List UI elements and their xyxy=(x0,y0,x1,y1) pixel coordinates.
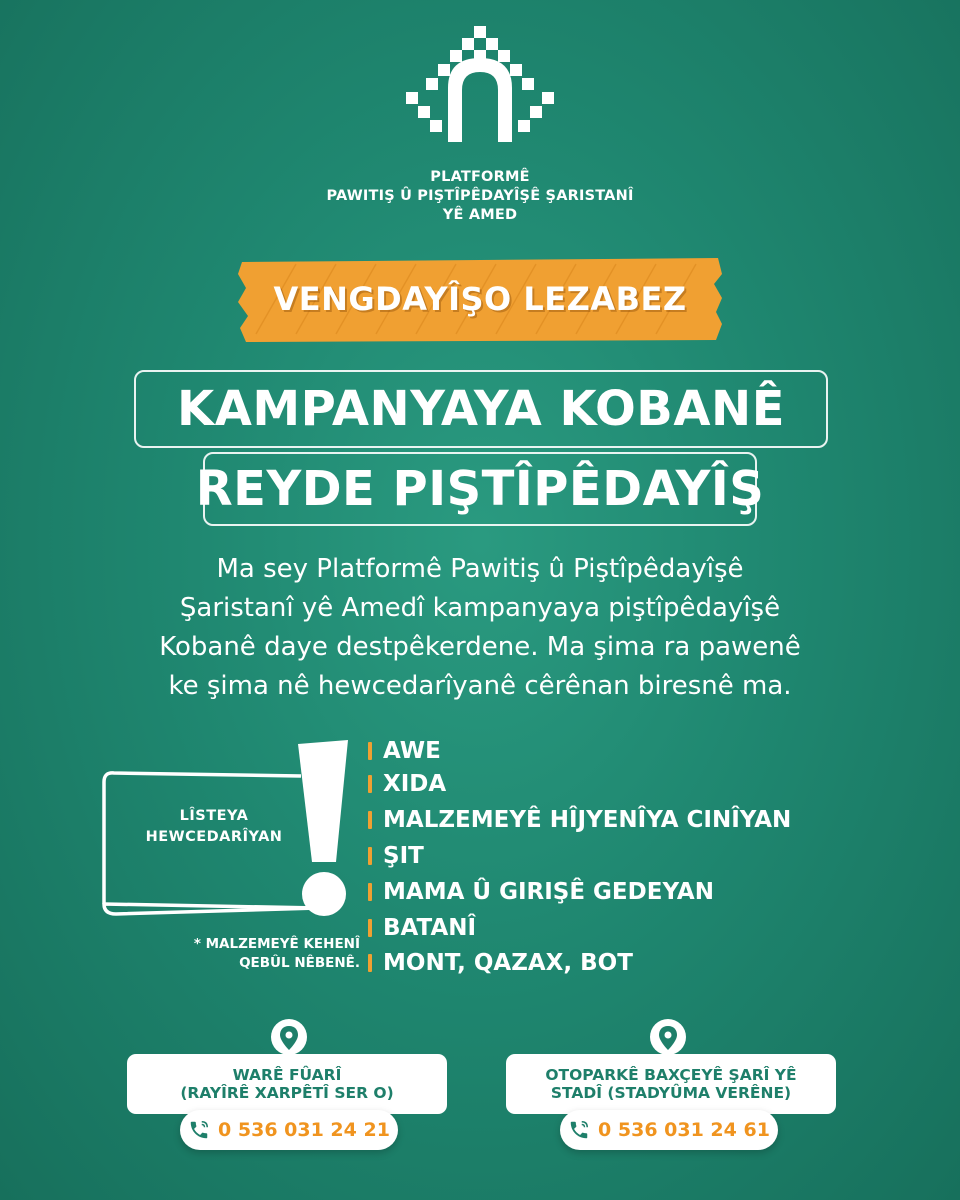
campaign-title-line1: KAMPANYAYA KOBANÊ xyxy=(134,370,828,448)
disclaimer-note xyxy=(118,935,360,973)
list-item: ŞIT xyxy=(368,839,424,872)
phone-icon xyxy=(568,1119,590,1141)
list-item: AWE xyxy=(368,734,441,767)
list-item: XIDA xyxy=(368,767,446,800)
list-item: MALZEMEYÊ HÎJYENÎYA CINÎYAN xyxy=(368,803,791,836)
list-item: BATANÎ xyxy=(368,911,476,944)
organization-name-line: PLATFORMÊ xyxy=(430,169,530,185)
needs-list-title-line: LÎSTEYA xyxy=(179,808,249,824)
list-item: MONT, QAZAX, BOT xyxy=(368,946,633,979)
description-paragraph xyxy=(60,550,900,706)
location-name-line: (RAYÎRÊ XARPÊTÎ SER O) xyxy=(180,1084,394,1102)
phone-icon xyxy=(188,1119,210,1141)
organization-name-line: PAWITIŞ Û PIŞTÎPÊDAYÎŞÊ ŞARISTANÎ xyxy=(326,188,634,204)
list-item: MAMA Û GIRIŞÊ GEDEYAN xyxy=(368,875,714,908)
location-name-line: WARÊ FÛARÎ xyxy=(232,1066,342,1084)
phone-number-pill[interactable] xyxy=(180,1110,398,1150)
location-card xyxy=(127,1054,447,1114)
exclamation-icon xyxy=(290,734,362,924)
paragraph-line: ke şima nê hewcedarîyanê cêrênan biresnê ma. xyxy=(168,671,792,701)
disclaimer-note-line: * MALZEMEYÊ KEHENÎ xyxy=(193,936,360,952)
banner-heading: VENGDAYÎŞO LEZABEZ xyxy=(273,280,687,318)
disclaimer-note-line: QEBÛL NÊBENÊ. xyxy=(239,955,360,971)
paragraph-line: Kobanê daye destpêkerdene. Ma şima ra pawenê xyxy=(159,632,801,662)
location-name-line: STADÎ (STADYÛMA VERÊNE) xyxy=(550,1084,792,1102)
campaign-title-line2: REYDE PIŞTÎPÊDAYÎŞ xyxy=(203,452,757,526)
location-name-line: OTOPARKÊ BAXÇEYÊ ŞARÎ YÊ xyxy=(545,1066,797,1084)
needs-list-title-line: HEWCEDARÎYAN xyxy=(145,829,283,845)
needs-list-title xyxy=(114,806,314,848)
phone-number-pill[interactable] xyxy=(560,1110,778,1150)
paragraph-line: Şaristanî yê Amedî kampanyaya piştîpêdayîşê xyxy=(179,593,781,623)
platform-logo-icon xyxy=(398,22,562,150)
phone-number: 0 536 031 24 21 xyxy=(218,1119,390,1141)
phone-number: 0 536 031 24 61 xyxy=(598,1119,770,1141)
organization-name-line: YÊ AMED xyxy=(442,207,518,223)
location-card xyxy=(506,1054,836,1114)
paragraph-line: Ma sey Platformê Pawitiş û Piştîpêdayîşê xyxy=(216,554,744,584)
